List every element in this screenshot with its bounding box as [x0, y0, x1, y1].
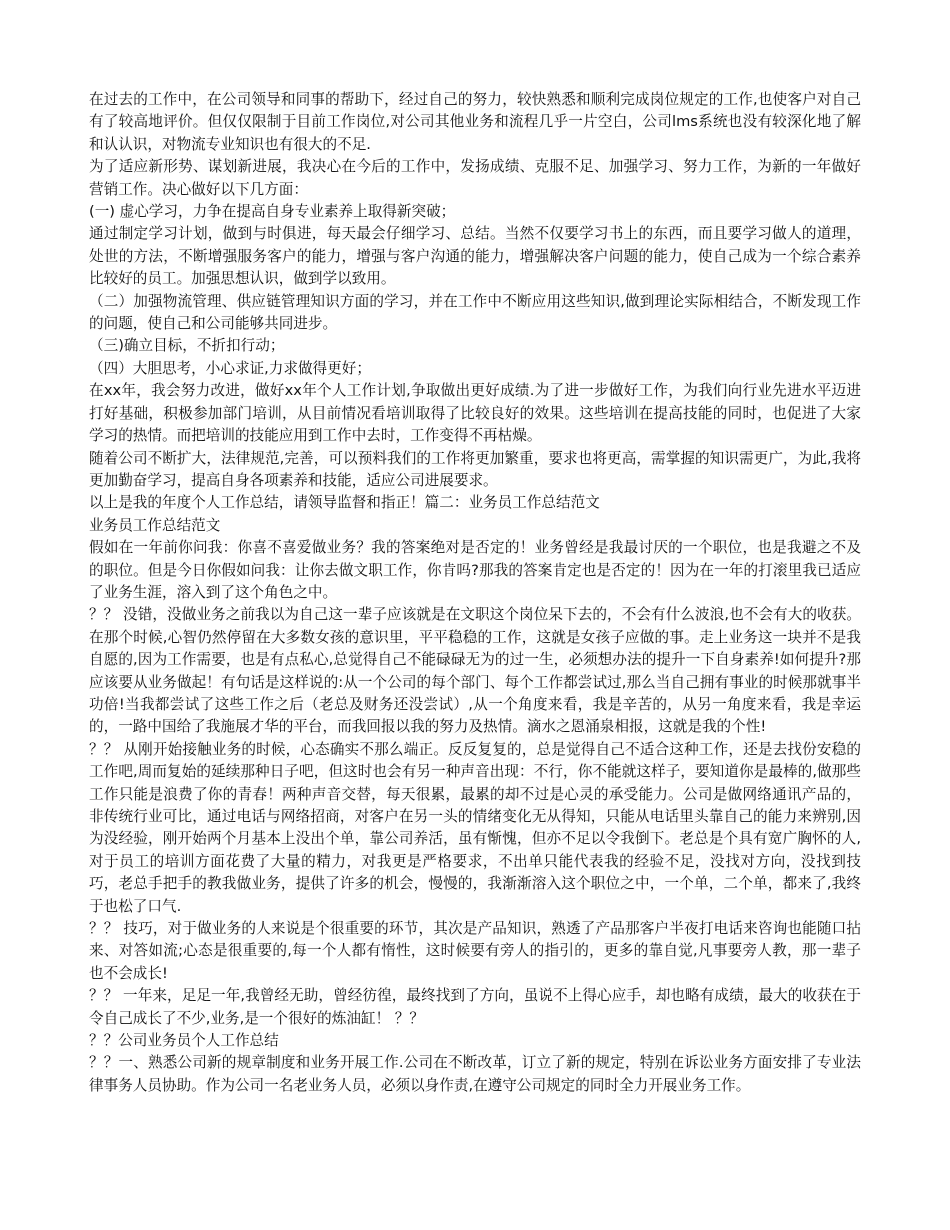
paragraph-3: 通过制定学习计划，做到与时俱进，每天最会仔细学习、总结。当然不仅要学习书上的东西，而且要学习做人的道理，处世的方法，不断增强服务客户的能力，增强与客户沟通的能力，增强解决客户问题的能力，使自己成为一个综合素养比较好的员工。加强思想认识，做到学以致用。 — [89, 225, 861, 288]
section-heading-1: (一) 虚心学习，力争在提高自身专业素养上取得新突破； — [89, 203, 456, 221]
paragraph-9: ？？ 从刚开始接触业务的时候，心态确实不那么端正。反反复复的，总是觉得自己不适合这种工作，还是去找份安稳的工作吧,周而复始的延续那种日子吧，但这时也会有另一种声音出现：不行，你不能就这样子，要知道你是最棒的,做那些工作只能是浪费了你的青春！两种声音交替，每天很累，最累的却不过是心灵的承受能力。公司是做网络通讯产品的，非传统行业可比，通过电话与网络招商，对客户在另一头的情绪变化无从得知，只能从电话里头靠自己的能力来辨别,因为没经验，刚开始两个月基本上没出个单，靠公司养活，虽有惭愧，但亦不足以令我倒下。老总是个具有宽广胸怀的人,对于员工的培训方面花费了大量的精力，对我更是严格要求，不出单只能代表我的经验不足，没找对方向，没找到技巧，老总手把手的教我做业务，提供了许多的机会，慢慢的，我渐渐溶入这个职位之中，一个单，二个单，都来了,我终于也松了口气. — [89, 740, 861, 915]
section-heading-5: ？？公司业务员个人工作总结 — [89, 1032, 279, 1050]
paragraph-5: 随着公司不断扩大，法律规范,完善，可以预料我们的工作将更加繁重，要求也将更高，需掌握的知识需更广，为此,我将更加勤奋学习，提高自身各项素养和技能，适应公司进展要求。 — [89, 449, 861, 489]
paragraph-2: 为了适应新形势、谋划新进展，我决心在今后的工作中，发扬成绩、克服不足、加强学习、努力工作，为新的一年做好营销工作。决心做好以下几方面： — [89, 158, 861, 198]
paragraph-6: 以上是我的年度个人工作总结，请领导监督和指正！篇二：业务员工作总结范文 — [89, 494, 600, 512]
document-body — [89, 89, 861, 1097]
paragraph-10: ？？ 技巧，对于做业务的人来说是个很重要的环节，其次是产品知识，熟透了产品那客户半夜打电话来咨询也能随口拈来、对答如流;心态是很重要的,每一个人都有惰性，这时候要有旁人的指引的，更多的靠自觉,凡事要旁人教，那一辈子也不会成长! — [89, 920, 861, 982]
section-heading-2: （二）加强物流管理、供应链管理知识方面的学习，并在工作中不断应用这些知识,做到理论实际相结合，不断发现工作的问题，使自己和公司能够共同进步。 — [89, 292, 861, 333]
section-heading-3: （三)确立目标，不折扣行动； — [89, 337, 285, 355]
document-subtitle: 业务员工作总结范文 — [89, 516, 221, 534]
paragraph-8: ？？ 没错，没做业务之前我以为自己这一辈子应该就是在文职这个岗位呆下去的，不会有什么波浪,也不会有大的收获。在那个时候,心智仍然停留在大多数女孩的意识里，平平稳稳的工作，这就是女孩子应做的事。走上业务这一块并不是我自愿的,因为工作需要，也是有点私心,总觉得自己不能碌碌无为的过一生，必须想办法的提升一下自身素养!如何提升?那应该要从业务做起！有句话是这样说的:从一个公司的每个部门、每个工作都尝试过,那么当自己拥有事业的时候那就事半功倍!当我都尝试了这些工作之后（老总及财务还没尝试）,从一个角度来看，我是辛苦的，从另一角度来看，我是幸运的，一路中国给了我施展才华的平台，而我回报以我的努力及热情。滴水之恩涌泉相报，这就是我的个性! — [89, 606, 861, 736]
paragraph-12: ？？一、熟悉公司新的规章制度和业务开展工作.公司在不断改革，订立了新的规定，特别在诉讼业务方面安排了专业法律事务人员协助。作为公司一名老业务人员，必须以身作责,在遵守公司规定的同时全力开展业务工作。 — [89, 1054, 861, 1094]
section-heading-4: （四）大胆思考，小心求证,力求做得更好； — [89, 359, 371, 377]
paragraph-11: ？？ 一年来，足足一年,我曾经无助，曾经彷徨，最终找到了方向，虽说不上得心应手，却也略有成绩，最大的收获在于令自己成长了不少,业务,是一个很好的炼油缸！ ？？ — [89, 987, 861, 1027]
paragraph-4: 在xx年，我会努力改进，做好xx年个人工作计划,争取做出更好成绩.为了进一步做好工作，为我们向行业先进水平迈进打好基础，积极参加部门培训，从目前情况看培训取得了比较良好的效果。这些培训在提高技能的同时，也促进了大家学习的热情。而把培训的技能应用到工作中去时，工作变得不再枯燥。 — [89, 382, 861, 445]
paragraph-7: 假如在一年前你问我：你喜不喜爱做业务？我的答案绝对是否定的！业务曾经是我最讨厌的一个职位，也是我避之不及的职位。但是今日你假如问我：让你去做文职工作，你肯吗?那我的答案肯定也是否定的！因为在一年的打滚里我已适应了业务生涯，溶入到了这个角色之中。 — [89, 539, 861, 601]
paragraph-1: 在过去的工作中，在公司领导和同事的帮助下，经过自己的努力，较快熟悉和顺利完成岗位规定的工作,也使客户对自己有了较高地评价。但仅仅限制于目前工作岗位,对公司其他业务和流程几乎一片空白，公司lms系统也没有较深化地了解和认认识，对物流专业知识也有很大的不足. — [89, 91, 861, 153]
